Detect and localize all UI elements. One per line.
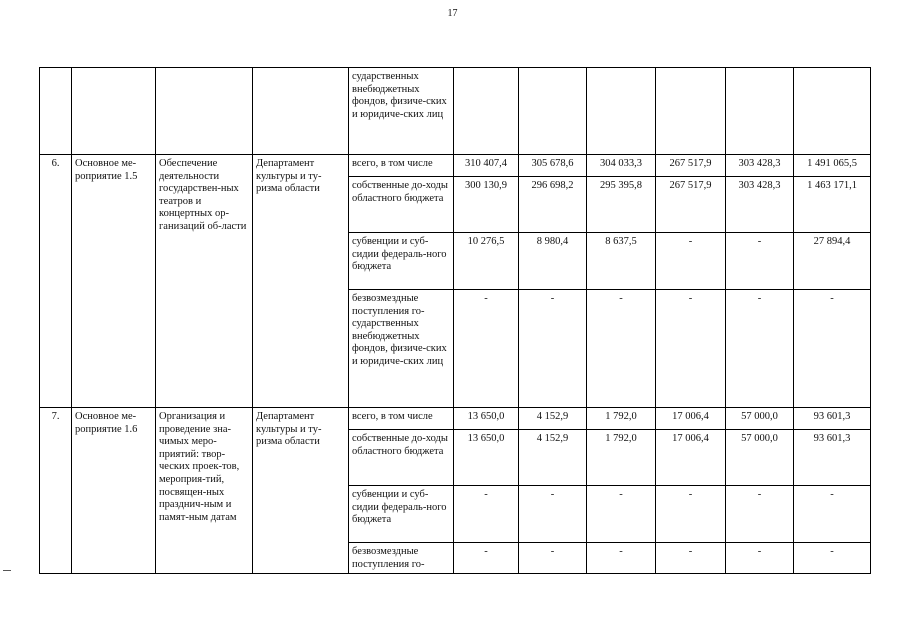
budget-table: [39, 67, 871, 574]
amount-cell: -: [726, 233, 794, 290]
funding-source-label: собственные до-ходы областного бюджета: [349, 177, 454, 233]
amount-cell: 93 601,3: [794, 408, 871, 430]
row-number: 7.: [40, 408, 72, 574]
event-name: Основное ме-роприятие 1.5: [72, 155, 156, 408]
funding-source-label: субвенции и суб-сидии федераль-ного бюджета: [349, 486, 454, 543]
amount-cell: 57 000,0: [726, 430, 794, 486]
amount-cell: -: [656, 290, 726, 408]
amount-cell: 4 152,9: [519, 408, 587, 430]
amount-cell: -: [587, 543, 656, 574]
amount-cell: -: [794, 290, 871, 408]
cont-event-cell: [72, 68, 156, 155]
amount-cell: -: [519, 290, 587, 408]
cont-number-cell: [40, 68, 72, 155]
amount-cell: 304 033,3: [587, 155, 656, 177]
event-description: Организация и проведение зна-чимых меро-приятий: твор-ческих проек-тов, мероприя-тий, посвящен-ных празднич-ным и памят-ным датам: [156, 408, 253, 574]
amount-cell: 296 698,2: [519, 177, 587, 233]
amount-cell: -: [794, 543, 871, 574]
amount-cell: -: [726, 543, 794, 574]
amount-cell: -: [587, 486, 656, 543]
funding-source-label: всего, в том числе: [349, 155, 454, 177]
page-number: 17: [447, 8, 458, 19]
continuation-source-label: сударственных внебюджетных фондов, физиче-ских и юридиче-ских лиц: [349, 68, 454, 155]
cont-value-cell: [454, 68, 519, 155]
amount-cell: -: [726, 290, 794, 408]
funding-source-label: субвенции и суб-сидии федераль-ного бюджета: [349, 233, 454, 290]
cont-value-cell: [519, 68, 587, 155]
amount-cell: -: [726, 486, 794, 543]
amount-cell: -: [794, 486, 871, 543]
amount-cell: 8 980,4: [519, 233, 587, 290]
amount-cell: 8 637,5: [587, 233, 656, 290]
row-number: 6.: [40, 155, 72, 408]
amount-cell: 1 792,0: [587, 430, 656, 486]
scan-edge-mark: [3, 570, 11, 571]
amount-cell: 13 650,0: [454, 430, 519, 486]
amount-cell: 1 491 065,5: [794, 155, 871, 177]
amount-cell: 310 407,4: [454, 155, 519, 177]
amount-cell: 13 650,0: [454, 408, 519, 430]
amount-cell: -: [656, 233, 726, 290]
amount-cell: -: [656, 486, 726, 543]
funding-source-label: всего, в том числе: [349, 408, 454, 430]
cont-value-cell: [794, 68, 871, 155]
funding-source-label: безвозмездные поступления го-: [349, 543, 454, 574]
event-description: Обеспечение деятельности государствен-ных театров и концертных ор-ганизаций об-ласти: [156, 155, 253, 408]
executor-name: Департамент культуры и ту-ризма области: [253, 155, 349, 408]
amount-cell: -: [519, 486, 587, 543]
amount-cell: 17 006,4: [656, 408, 726, 430]
cont-value-cell: [656, 68, 726, 155]
amount-cell: 303 428,3: [726, 177, 794, 233]
amount-cell: -: [454, 290, 519, 408]
amount-cell: 303 428,3: [726, 155, 794, 177]
amount-cell: -: [656, 543, 726, 574]
amount-cell: 267 517,9: [656, 177, 726, 233]
amount-cell: 27 894,4: [794, 233, 871, 290]
table-row: [40, 155, 871, 177]
cont-executor-cell: [253, 68, 349, 155]
amount-cell: 57 000,0: [726, 408, 794, 430]
continuation-row: [40, 68, 871, 155]
amount-cell: 93 601,3: [794, 430, 871, 486]
amount-cell: 10 276,5: [454, 233, 519, 290]
cont-description-cell: [156, 68, 253, 155]
cont-value-cell: [726, 68, 794, 155]
cont-value-cell: [587, 68, 656, 155]
amount-cell: 267 517,9: [656, 155, 726, 177]
amount-cell: 1 792,0: [587, 408, 656, 430]
amount-cell: 4 152,9: [519, 430, 587, 486]
amount-cell: -: [454, 543, 519, 574]
table-row: [40, 408, 871, 430]
amount-cell: -: [587, 290, 656, 408]
amount-cell: 17 006,4: [656, 430, 726, 486]
amount-cell: -: [519, 543, 587, 574]
amount-cell: 300 130,9: [454, 177, 519, 233]
funding-source-label: собственные до-ходы областного бюджета: [349, 430, 454, 486]
funding-source-label: безвозмездные поступления го-сударственных внебюджетных фондов, физиче-ских и юридиче-ских лиц: [349, 290, 454, 408]
amount-cell: 295 395,8: [587, 177, 656, 233]
amount-cell: 305 678,6: [519, 155, 587, 177]
amount-cell: 1 463 171,1: [794, 177, 871, 233]
executor-name: Департамент культуры и ту-ризма области: [253, 408, 349, 574]
event-name: Основное ме-роприятие 1.6: [72, 408, 156, 574]
amount-cell: -: [454, 486, 519, 543]
